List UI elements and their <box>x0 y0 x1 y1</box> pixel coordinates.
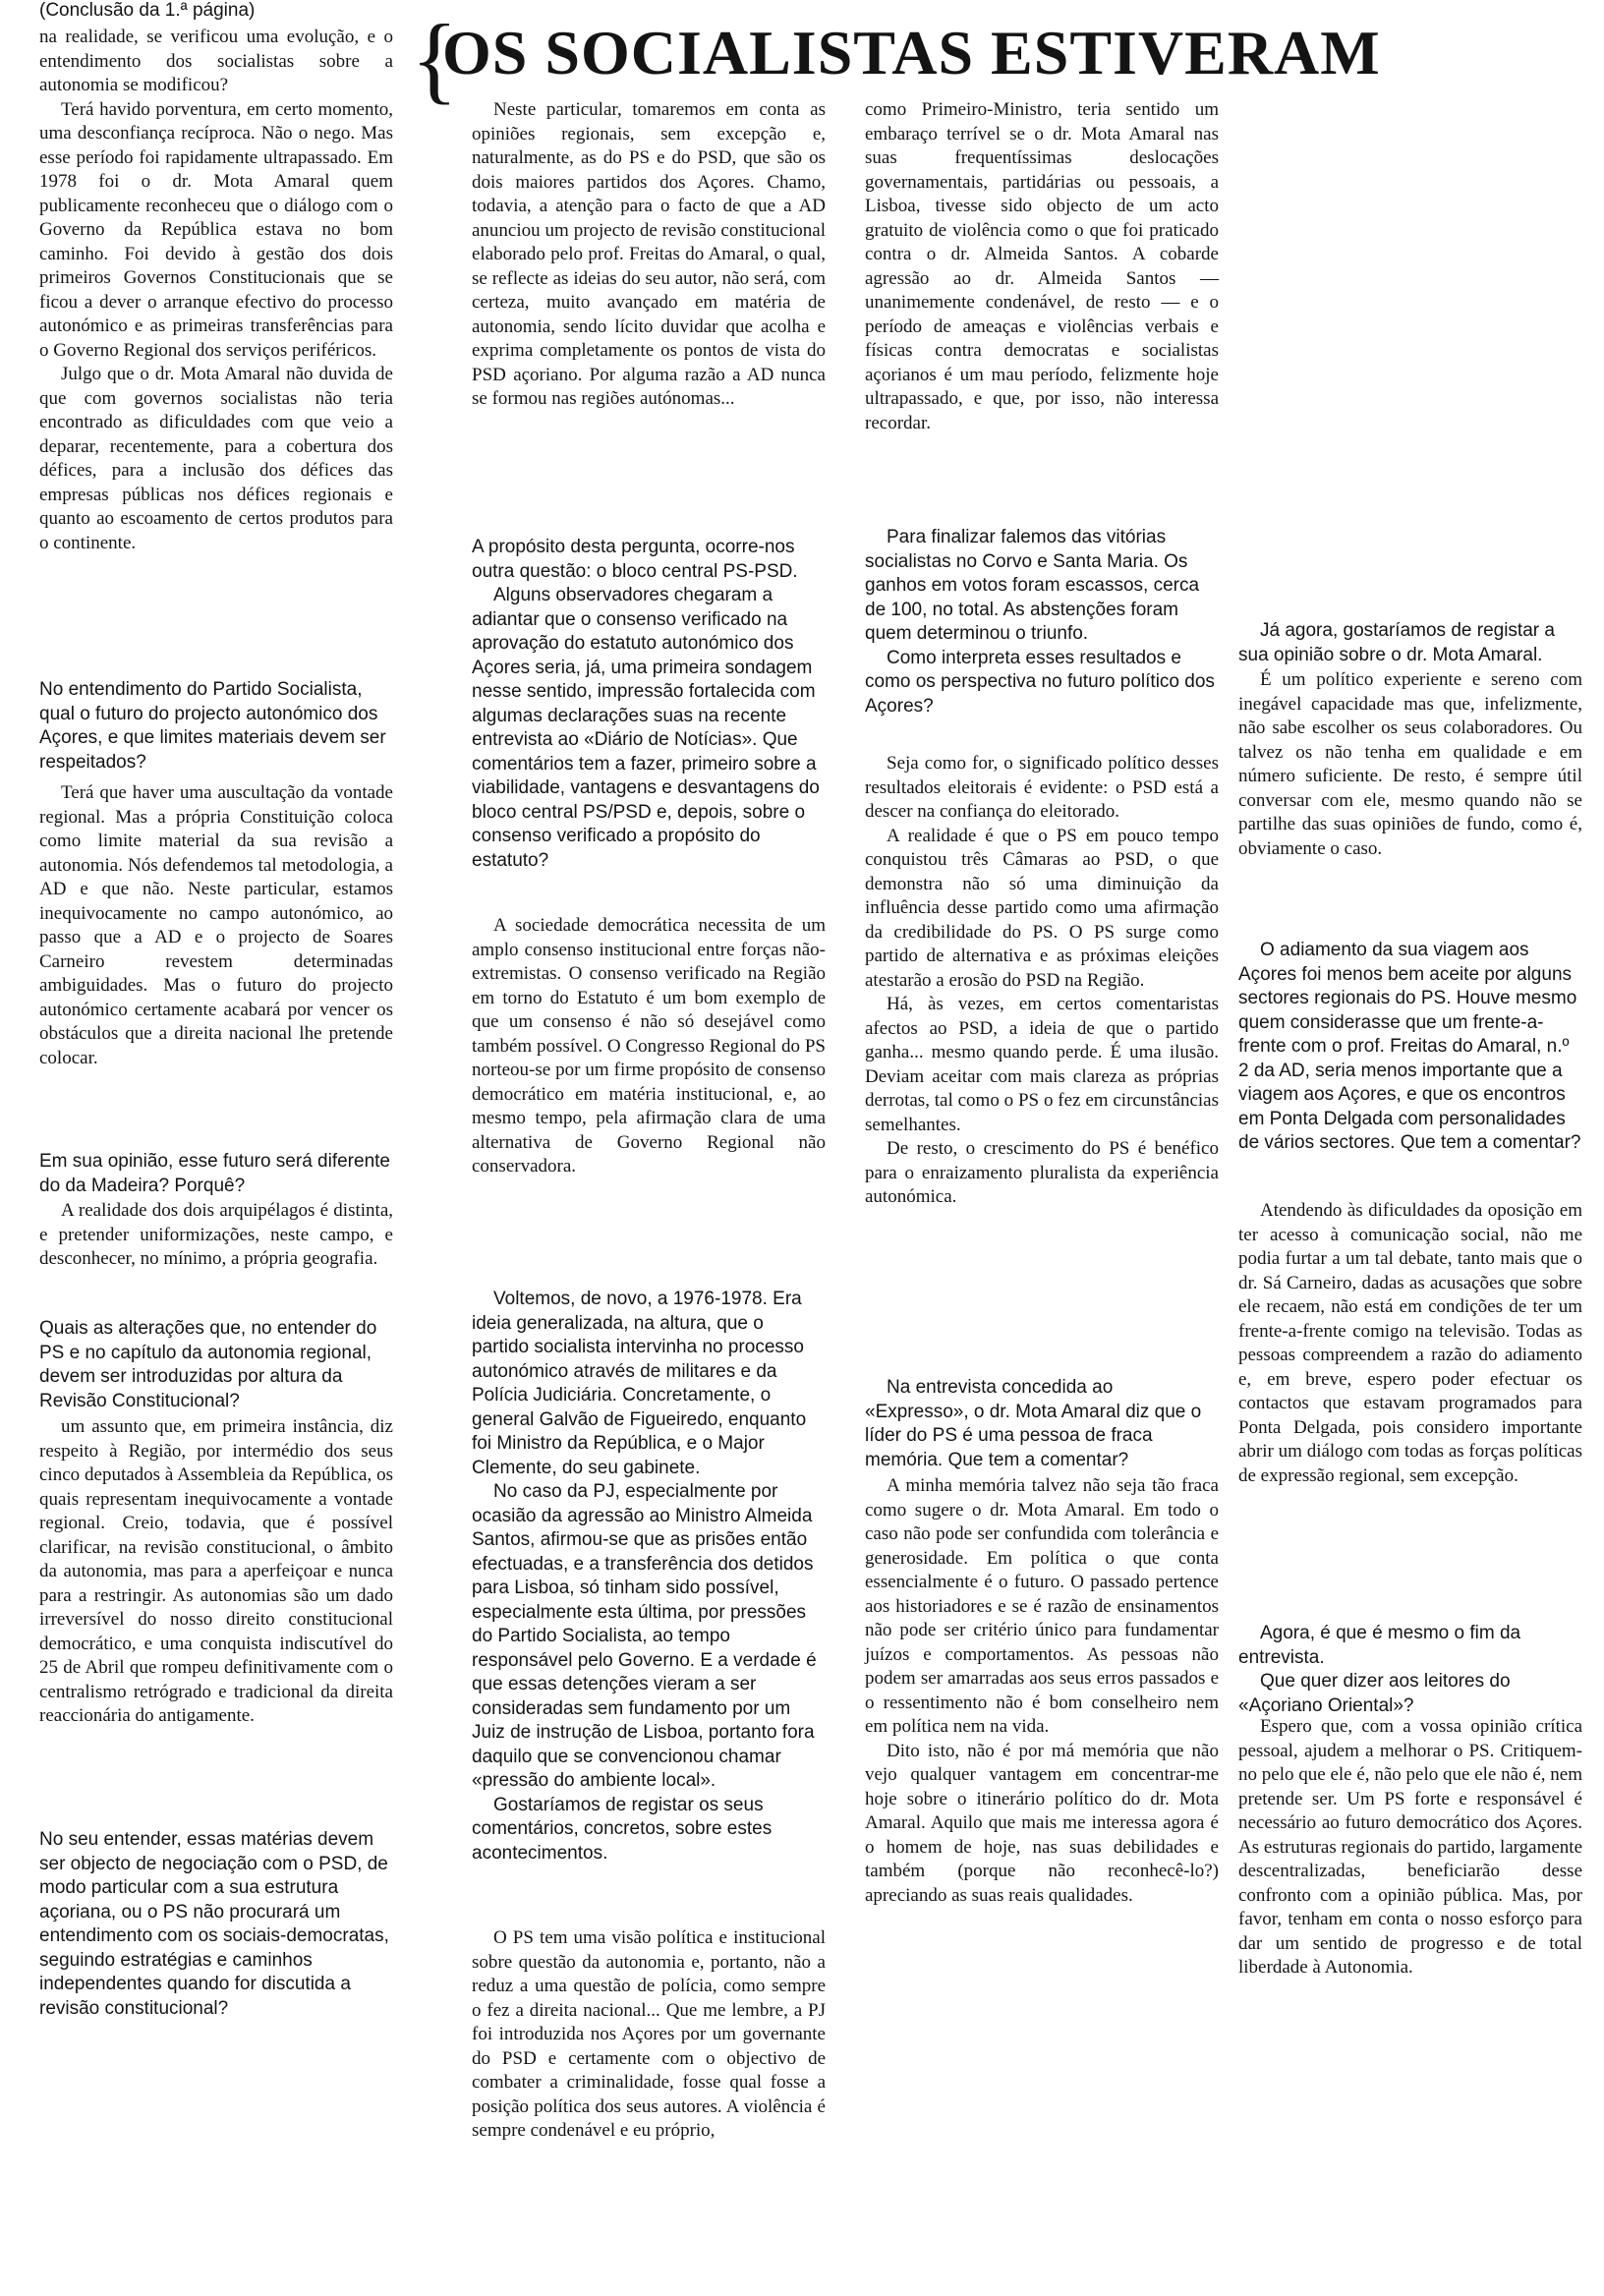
paragraph: Atendendo às dificuldades da oposição em ter acesso à comunicação social, não me podia furtar a um tal debate, tanto mais que o dr. Sá Carneiro, dadas as acusações que sobre ele recaem, não está em condições de ter um frente-a-frente comigo na televisão. Todas as pessoas compreendem a razão do adiamento e, em breve, espero poder efectuar os contactos que estavam programados para Ponta Delgada, pois considero importante abrir um diálogo com todas as forças políticas de expressão regional, sem excepção. <box>1238 1200 1582 1486</box>
paragraph: A realidade é que o PS em pouco tempo conquistou três Câmaras ao PSD, o que demonstra não só uma diminuição da influência desse partido como uma afirmação da credibilidade do PS. O PS surge como partido de alternativa e as próximas eleições atestarão a erosão do PSD na Região. <box>865 825 1219 991</box>
col2-answer-3 <box>472 1926 826 2144</box>
question: Já agora, gostaríamos de registar a sua opinião sobre o dr. Mota Amaral. <box>1238 620 1555 665</box>
paragraph: Dito isto, não é por má memória que não vejo qualquer vantagem em concentrar-me hoje sobre o itinerário político do dr. Mota Amaral. Aquilo que mais me interessa agora é o homem de hoje, nas suas debilidades e também (porque não reconhecê-lo?) apreciando as suas reais qualidades. <box>865 1740 1219 1906</box>
col4-question-1 <box>1238 619 1582 667</box>
col1-answer-4 <box>39 1415 393 1729</box>
paragraph: Neste particular, tomaremos em conta as opiniões regionais, sem excepção e, naturalmente, as do PS e do PSD, que são os dois maiores partidos dos Açores. Chamo, todavia, a atenção para o facto de que a AD anunciou um projecto de revisão constitucional elaborado pelo prof. Freitas do Amaral, o qual, se reflecte as ideias do seu autor, não será, com certeza, muito avançado em matéria de autonomia, sendo lícito duvidar que acolha e exprima completamente os pontos de vista do PSD açoriano. Por alguma razão a AD nunca se formou nas regiões autónomas... <box>472 99 826 409</box>
paragraph: É um político experiente e sereno com inegável capacidade mas que, infelizmente, não sabe escolher os seus colaboradores. Ou talvez os não tenha em qualidade e em número suficiente. De resto, é sempre útil conversar com ele, mesmo quando não se partilhe das suas opiniões de fundo, como é, obviamente o caso. <box>1238 669 1582 859</box>
col2-answer-2 <box>472 914 826 1179</box>
question: No caso da PJ, especialmente por ocasião da agressão ao Ministro Almeida Santos, afirmou-se que as prisões então efectuadas, e a transferência dos detidos para Lisboa, só tinham sido possível, especialmente esta última, por pressões do Partido Socialista, ao tempo responsável pelo Governo. E a verdade é que essas detenções vieram a ser consideradas sem fundamento por um Juiz de instrução de Lisboa, portanto fora daquilo que se convencionou chamar «pressão do ambiente local». <box>472 1481 817 1791</box>
col4-answer-2 <box>1238 1199 1582 1488</box>
col3-answer-2 <box>865 752 1219 1210</box>
col4-question-2 <box>1238 939 1582 1156</box>
question: Em sua opinião, esse futuro será diferente do da Madeira? Porquê? <box>39 1151 390 1196</box>
col4-answer-1 <box>1238 668 1582 861</box>
question: A propósito desta pergunta, ocorre-nos outra questão: o bloco central PS-PSD. <box>472 537 798 582</box>
question: Que quer dizer aos leitores do «Açoriano Oriental»? <box>1238 1671 1511 1716</box>
continuation-note: (Conclusão da 1.ª página) <box>39 0 256 21</box>
col4-question-3 <box>1238 1622 1582 1718</box>
question: No entendimento do Partido Socialista, qual o futuro do projecto autonómico dos Açores, e que limites materiais devem ser respeitados? <box>39 679 386 773</box>
col2-question-3 <box>472 1288 826 1866</box>
col1-answer-2 <box>39 781 393 1070</box>
col1-answer-1 <box>39 26 393 555</box>
col1-question-2 <box>39 678 393 775</box>
headline: OS SOCIALISTAS ESTIVERAM <box>442 18 1381 87</box>
paragraph: na realidade, se verificou uma evolução, e o entendimento dos socialistas sobre a autonomia se modificou? <box>39 27 393 95</box>
question: Quais as alterações que, no entender do PS e no capítulo da autonomia regional, devem ser introduzidas por altura da Revisão Constitucional? <box>39 1318 377 1411</box>
question: Gostaríamos de registar os seus comentários, concretos, sobre estes acontecimentos. <box>472 1794 773 1864</box>
question: Agora, é que é mesmo o fim da entrevista. <box>1238 1623 1521 1668</box>
question: O adiamento da sua viagem aos Açores foi menos bem aceite por alguns sectores regionais do PS. Houve mesmo quem considerasse que um frente-a-frente com o prof. Freitas do Amaral, n.º 2 da AD, seria menos importante que a viagem aos Açores, e que os encontros em Ponta Delgada com personalidades de vários sectores. Que tem a comentar? <box>1238 940 1581 1153</box>
headline-brace: { <box>411 4 458 113</box>
paragraph: A realidade dos dois arquipélagos é distinta, e pretender uniformizações, neste campo, e desconhecer, no mínimo, a própria geografia. <box>39 1200 393 1269</box>
paragraph: De resto, o crescimento do PS é benéfico para o enraizamento pluralista da experiência autonómica. <box>865 1138 1219 1207</box>
paragraph: Terá havido porventura, em certo momento, uma desconfiança recíproca. Não o nego. Mas esse período foi rapidamente ultrapassado. Em 1978 foi o dr. Mota Amaral quem publicamente reconheceu que o diálogo com o Governo da República estava no bom caminho. Foi devido à gestão dos dois primeiros Governos Constitucionais que se ficou a dever o arranque efectivo do processo autonómico e as primeiras transferências para o Governo Regional dos serviços periféricos. <box>39 98 393 361</box>
col3-answer-3 <box>865 1474 1219 1908</box>
question: No seu entender, essas matérias devem ser objecto de negociação com o PSD, de modo particular com a sua estrutura açoriana, ou o PS não procurará um entendimento com os sociais-democratas, seguindo estratégias e caminhos independentes quando for discutida a revisão constitucional? <box>39 1829 389 2019</box>
paragraph: A sociedade democrática necessita de um amplo consenso institucional entre forças não-extremistas. O consenso verificado na Região em torno do Estatuto é um bom exemplo de que um consenso é não só desejável como também possível. O Congresso Regional do PS norteou-se por um firme propósito de consenso democrático em matéria institucional, e, ao mesmo tempo, pela afirmação clara de uma alternativa de Governo Regional não conservadora. <box>472 915 826 1177</box>
col3-answer-1 <box>865 98 1219 435</box>
paragraph: Espero que, com a vossa opinião crítica pessoal, ajudem a melhorar o PS. Critiquem-no pelo que ele é, não pelo que ele não é, nem pretende ser. Um PS forte e responsável é necessário ao futuro democrático dos Açores. As estruturas regionais do partido, largamente descentralizadas, beneficiarão desse confronto com a opinião pública. Mas, por favor, tenham em conta o nosso esforço para dar um sentido de progresso e de total liberdade à Autonomia. <box>1238 1716 1582 1978</box>
col1-question-4 <box>39 1317 393 1413</box>
paragraph: A minha memória talvez não seja tão fraca como sugere o dr. Mota Amaral. Em todo o caso não pode ser confundida com tolerância e generosidade. Em política o que conta essencialmente é o futuro. O passado pertence aos historiadores e se é razão de ensinamentos não pode ser critério único para fundamentar juízos e comportamentos. As pessoas não podem ser amarradas aos seus erros passados e o ressentimento não é bom conselheiro nem em política nem na vida. <box>865 1475 1219 1737</box>
col1-question-5 <box>39 1828 393 2021</box>
col3-question-2 <box>865 526 1219 718</box>
paragraph: Terá que haver uma auscultação da vontade regional. Mas a própria Constituição coloca como limite material da sua revisão a autonomia. Nós defendemos tal metodologia, a AD e que não. Neste particular, estamos inequivocamente no campo autonómico, ao passo que a AD e o projecto de Soares Carneiro revestem determinadas ambiguidades. Mas o futuro do projecto autonómico certamente acabará por vencer os obstáculos que a direita nacional lhe pretende colocar. <box>39 782 393 1068</box>
col1-question-3 <box>39 1150 393 1198</box>
paragraph: O PS tem uma visão política e institucional sobre questão da autonomia e, portanto, não a reduz a uma questão de polícia, como sempre o fez a direita nacional... Que me lembre, a PJ foi introduzida nos Açores por um governante do PSD e certamente com o objectivo de combater a criminalidade, fosse qual fosse a posição política dos seus autores. A violência é sempre condenável e eu próprio, <box>472 1927 826 2141</box>
paragraph: Há, às vezes, em certos comentaristas afectos ao PSD, a ideia de que o partido ganha... mesmo quando perde. É uma ilusão. Deviam aceitar com mais clareza as próprias derrotas, tal como o PS o fez em circunstâncias semelhantes. <box>865 994 1219 1135</box>
paragraph: um assunto que, em primeira instância, diz respeito à Região, por intermédio dos seus cinco deputados à Assembleia da República, os quais representam inequivocamente a vontade regional. Creio, todavia, que é possível clarificar, na revisão constitucional, o âmbito da autonomia, mas para a aperfeiçoar e nunca para a restringir. As autonomias são um dado irreversível do nosso direito constitucional democrático, e uma conquista indiscutível do 25 de Abril que rompeu definitivamente com o centralismo retrógrado e tradicional da direita reaccionária do antigamente. <box>39 1416 393 1726</box>
col1-answer-3 <box>39 1199 393 1272</box>
question: Voltemos, de novo, a 1976-1978. Era ideia generalizada, na altura, que o partido socialista intervinha no processo autonómico através de militares e da Polícia Judiciária. Concretamente, o general Galvão de Figueiredo, enquanto foi Ministro da República, e o Major Clemente, do seu gabinete. <box>472 1289 807 1478</box>
paragraph: como Primeiro-Ministro, teria sentido um embaraço terrível se o dr. Mota Amaral nas suas frequentíssimas deslocações governamentais, partidárias ou pessoais, a Lisboa, tivesse sido objecto de um acto gratuito de violência como o que foi praticado contra o dr. Almeida Santos. A cobarde agressão ao dr. Almeida Santos — unanimemente condenável, de resto — e o período de ameaças e violências verbais e físicas contra democratas e socialistas açorianos é um mau período, felizmente hoje ultrapassado, e que, por isso, não interessa recordar. <box>865 99 1219 433</box>
col2-answer-1 <box>472 98 826 412</box>
col3-question-3 <box>865 1376 1219 1472</box>
question: Alguns observadores chegaram a adiantar que o consenso verificado na aprovação do estatuto autonómico dos Açores seria, já, uma primeira sondagem nesse sentido, impressão fortalecida com algumas declarações suas na recente entrevista ao «Diário de Notícias». Que comentários tem a fazer, primeiro sobre a viabilidade, vantagens e desvantagens do bloco central PS/PSD e, depois, sobre o consenso verificado a propósito do estatuto? <box>472 585 820 871</box>
question: Como interpreta esses resultados e como os perspectiva no futuro político dos Açores? <box>865 647 1215 717</box>
question: Para finalizar falemos das vitórias socialistas no Corvo e Santa Maria. Os ganhos em votos foram escassos, cerca de 100, no total. As abstenções foram quem determinou o triunfo. <box>865 527 1200 644</box>
col2-question-2 <box>472 536 826 873</box>
col4-answer-3 <box>1238 1715 1582 1980</box>
paragraph: Julgo que o dr. Mota Amaral não duvida de que com governos socialistas não teria encontrado as dificuldades com que veio a deparar, recentemente, para a cobertura dos défices, para a inclusão dos défices das empresas públicas nos défices regionais e quanto ao escoamento de certos produtos para o continente. <box>39 364 393 553</box>
question: Na entrevista concedida ao «Expresso», o dr. Mota Amaral diz que o líder do PS é uma pessoa de fraca memória. Que tem a comentar? <box>865 1377 1202 1470</box>
paragraph: Seja como for, o significado político desses resultados eleitorais é evidente: o PSD está a descer na confiança do eleitorado. <box>865 753 1219 822</box>
